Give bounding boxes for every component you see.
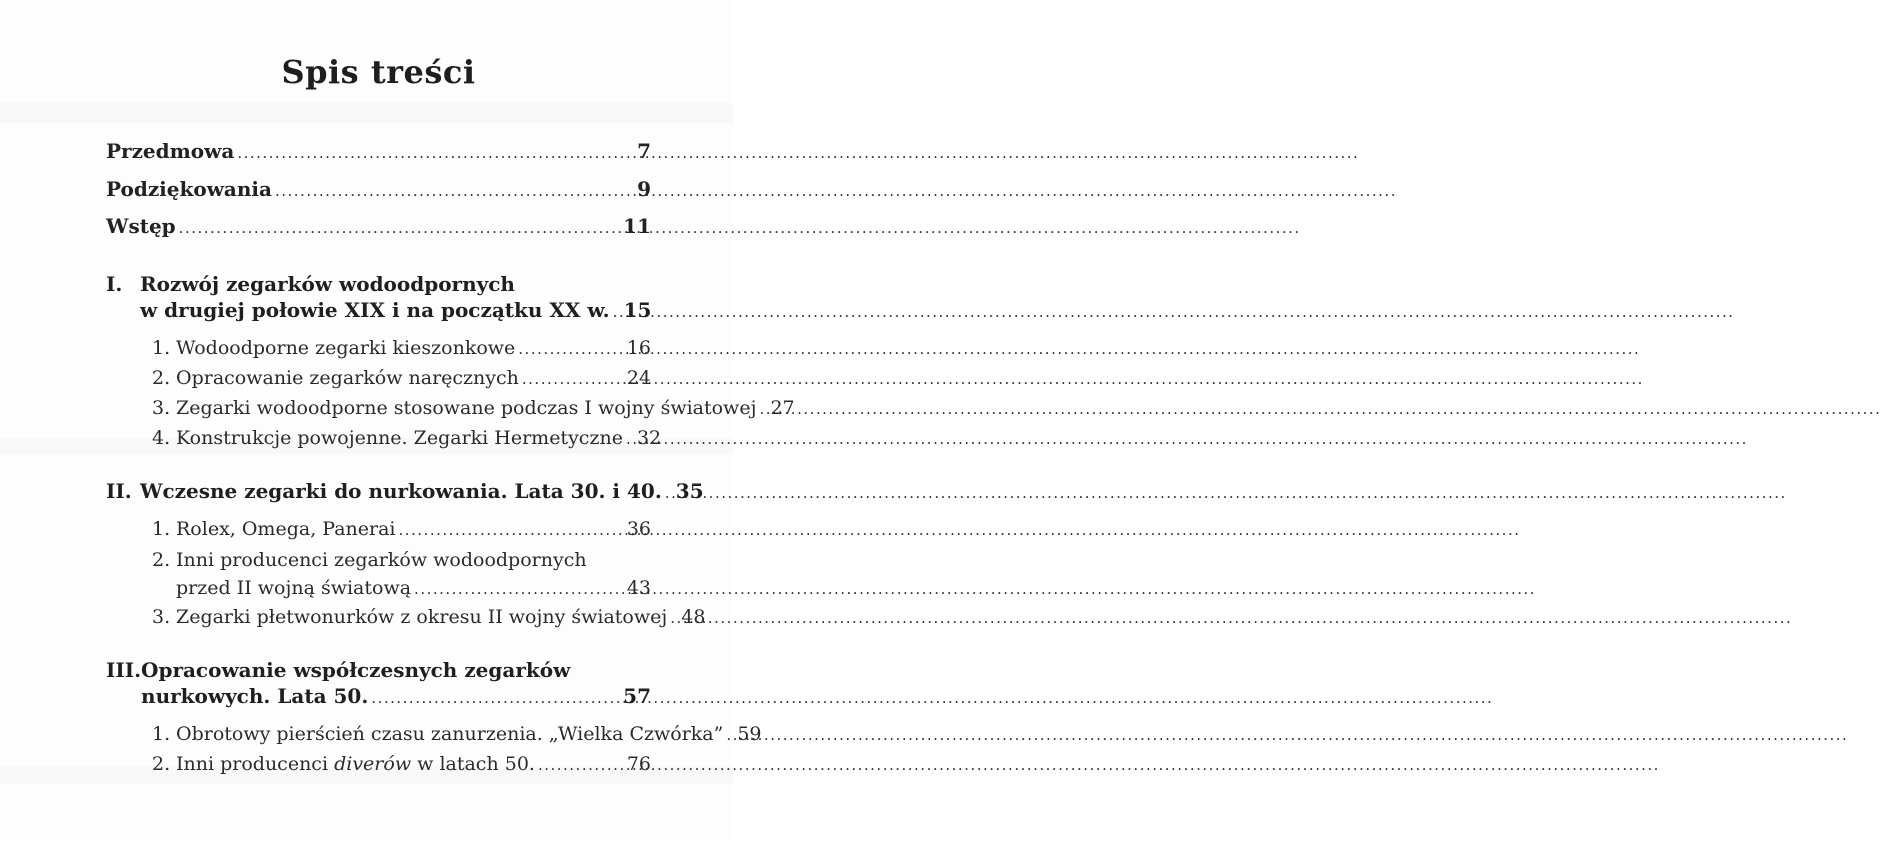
section-numeral: II. [106,479,132,504]
section-title-line-with-page [141,683,651,711]
toc-entry-label: Podziękowania [106,176,272,201]
section-2 [106,478,706,633]
page-number: 59 [737,722,762,745]
section-title [141,657,651,711]
item-label: Opracowanie zegarków naręcznych [176,366,519,389]
section-title-line: Rozwój zegarków wodoodpornych [140,271,515,296]
item-label: Wodoodporne zegarki kieszonkowe [176,336,516,359]
page-number: 48 [681,605,706,628]
item-label: Obrotowy pierścień czasu zanurzenia. „Wielka Czwórka” [176,722,724,745]
item-number: 2. [152,753,171,776]
toc-content [106,0,795,780]
dot-leader [179,209,620,247]
page-number: 43 [626,576,651,599]
item-label: Zegarki wodoodporne stosowane podczas I wojny światowej [176,396,757,419]
section-title-line-with-page [140,297,651,325]
section-numeral: I. [106,271,123,296]
section-title [140,271,651,325]
dot-leader [538,750,624,780]
section-item-list [106,720,762,780]
page-number: 35 [675,479,704,504]
toc-item-row [152,424,662,454]
page-number: 7 [637,139,651,163]
italic-term: diverów [334,753,412,776]
section-numeral: III. [106,657,142,682]
dot-leader [275,172,634,210]
dot-leader [626,424,634,454]
toc-item-row [152,364,651,394]
item-label-line: przed II wojną światową [176,576,412,599]
item-number: 3. [152,605,171,628]
item-number: 3. [152,396,171,419]
section-title-line: nurkowych. Lata 50. [141,683,369,708]
toc-item-row [152,720,762,750]
dot-leader [665,478,673,506]
section-title [140,478,704,506]
section-item-list [106,334,795,455]
dot-leader [518,334,624,364]
page-number: 11 [623,214,651,238]
toc-row-podziekowania [106,172,651,210]
toc-item-row [152,603,706,633]
toc-item-row [152,394,795,424]
page-number: 16 [626,336,651,359]
item-label: Zegarki płetwonurków z okresu II wojny światowej [176,605,668,628]
toc-row-przedmowa [106,134,651,172]
dot-leader [726,720,734,750]
dot-leader [613,297,621,325]
toc-row-wstep [106,209,651,247]
toc-item-row [152,546,651,603]
section-heading [106,478,704,506]
item-number: 1. [152,336,171,359]
page-number: 57 [623,683,651,708]
page-number: 9 [637,176,651,201]
section-title-line-with-page [140,478,704,506]
toc-item-row [152,750,651,780]
toc-item-row [152,334,651,364]
dot-leader [759,394,767,424]
section-3 [106,657,762,780]
scanned-page [0,0,795,841]
page-number: 76 [626,753,651,776]
item-label-line-with-page [176,575,651,603]
page-number: 15 [623,297,652,322]
page-number: 32 [636,427,662,450]
dot-leader [399,515,624,545]
section-heading [106,271,651,325]
item-label: Rolex, Omega, Panerai [176,518,396,541]
page-number: 24 [626,366,651,389]
dot-leader [670,603,678,633]
page-number: 27 [770,396,795,419]
sections-list [106,271,795,781]
item-label-line: Inni producenci zegarków wodoodpornych [176,548,587,571]
section-1 [106,271,795,455]
dot-leader [237,134,634,172]
toc-entry-label: Przedmowa [106,139,235,163]
item-number: 1. [152,722,171,745]
page-title: Spis treści [281,53,476,91]
section-heading [106,657,651,711]
item-label-wrapped [176,546,651,603]
item-label-part: w latach 50. [417,753,535,776]
front-matter-list [106,134,651,247]
item-label-part: Inni producenci [176,753,329,776]
toc-entry-label: Wstęp [106,214,176,238]
page-number: 36 [626,518,651,541]
section-title-line: Opracowanie współczesnych zegarków [141,657,571,682]
item-number: 2. [152,366,171,389]
section-item-list [106,515,706,633]
item-number: 2. [152,548,171,571]
item-number: 4. [152,427,171,450]
dot-leader [371,683,620,711]
section-title-line: Wczesne zegarki do nurkowania. Lata 30. i 40. [140,479,662,504]
item-label [176,750,535,779]
dot-leader [414,575,624,603]
dot-leader [522,364,624,394]
item-number: 1. [152,518,171,541]
toc-item-row [152,515,651,545]
item-label: Konstrukcje powojenne. Zegarki Hermetyczne [176,427,623,450]
section-title-line: w drugiej połowie XIX i na początku XX w. [140,297,610,322]
